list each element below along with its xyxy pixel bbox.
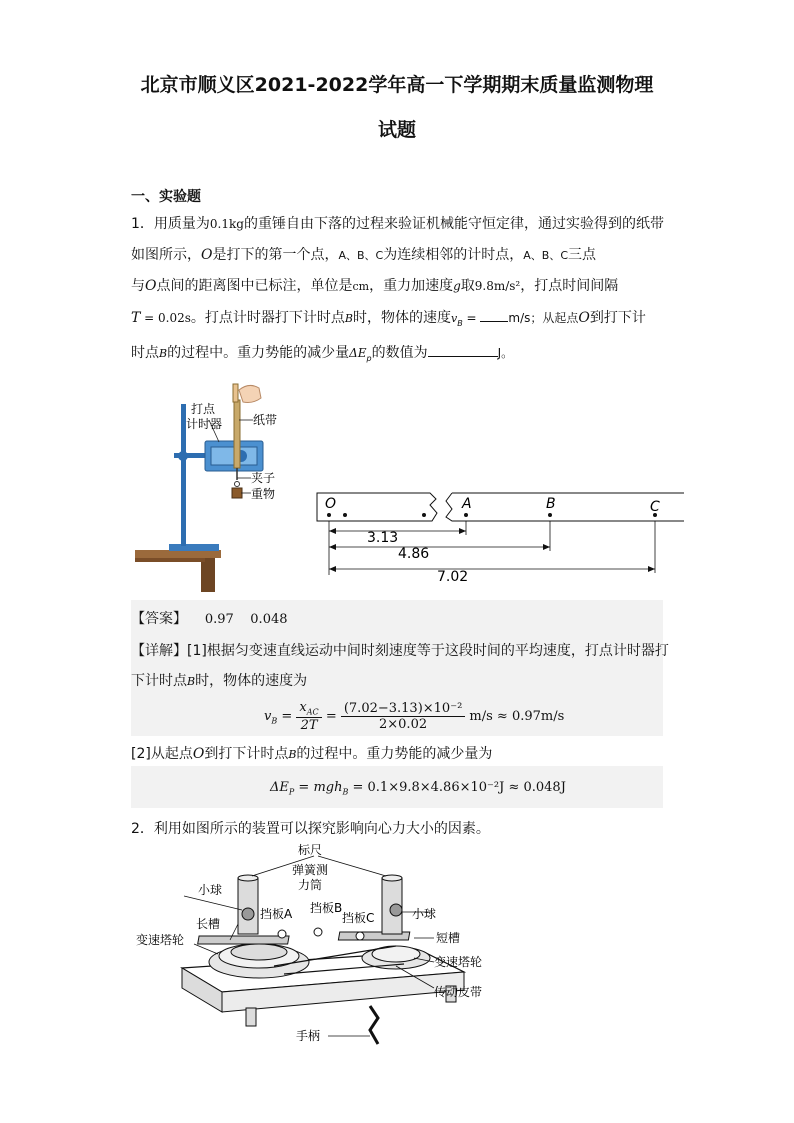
label-ball-left: 小球 — [198, 883, 223, 897]
doc-title-line2: 试题 — [377, 119, 416, 141]
q1-line1: 1．用质量为0.1kg的重锤自由下落的过程来验证机械能守恒定律，通过实验得到的纸带 — [131, 216, 664, 232]
stand-base — [169, 544, 219, 551]
left-cylinder — [238, 878, 258, 934]
centripetal-apparatus-figure — [134, 840, 514, 1052]
dist-OA: 3.13 — [367, 530, 399, 546]
weight-label: 重物 — [251, 487, 276, 501]
label-spring-1: 弹簧测 — [292, 863, 329, 877]
label-pulley-left: 变速塔轮 — [136, 933, 185, 947]
answer-line: 【答案】 0.97 0.048 — [131, 611, 288, 627]
dist-OB: 4.86 — [398, 546, 430, 562]
label-long-slot: 长槽 — [196, 917, 221, 931]
label-B: B — [546, 496, 556, 512]
weight-block — [232, 488, 242, 498]
detail-line1: 【详解】[1]根据匀变速直线运动中间时刻速度等于这段时间的平均速度，打点计时器打 — [131, 643, 669, 659]
equation-velocity: $v_B$ = $\frac{x_{AC}}{2T}$ = $\frac{\text{(7.02−3.13)×10⁻²}}{2\times 0.02}$ m/s ≈ 0.97m/s — [264, 700, 565, 733]
label-baffle-c: 挡板C — [342, 911, 375, 925]
table-top — [135, 550, 221, 558]
q1-line2: 如图所示，O是打下的第一个点，A、B、C为连续相邻的计时点，A、B、C三点 — [131, 247, 597, 263]
label-A: A — [462, 496, 472, 512]
q1-line5: 时点B的过程中。重力势能的减少量$\Delta E_p$的数值为 J。 — [131, 345, 514, 363]
label-ball-right: 小球 — [412, 907, 437, 921]
blank-1[interactable] — [480, 309, 508, 322]
label-ruler: 标尺 — [298, 843, 323, 857]
q1-line4: T = 0.02s。打点计时器打下计时点B时，物体的速度$v_B = m/s$；从起点O到打下计 — [131, 310, 646, 328]
label-spring-2: 力筒 — [298, 878, 323, 892]
timer-label-2: 计时器 — [186, 417, 223, 431]
tape-figure — [312, 483, 688, 587]
label-baffle-b: 挡板B — [310, 901, 343, 915]
label-baffle-a: 挡板A — [260, 907, 293, 921]
clip-label: 夹子 — [251, 471, 276, 485]
label-O: O — [325, 496, 337, 512]
label-C: C — [650, 499, 660, 515]
crank — [370, 1006, 378, 1044]
q1-line3: 与O点间的距离图中已标注，单位是cm，重力加速度g取9.8m/s²，打点时间间隔 — [131, 278, 619, 294]
label-belt: 传动皮带 — [434, 985, 483, 999]
q2-text: 2．利用如图所示的装置可以探究影响向心力大小的因素。 — [131, 821, 490, 837]
table-leg — [201, 558, 215, 592]
section-heading: 一、实验题 — [131, 189, 201, 205]
paper-tape — [234, 400, 240, 468]
label-pulley-right: 变速塔轮 — [434, 955, 483, 969]
label-handle: 手柄 — [296, 1029, 321, 1043]
equation-energy: $\Delta E_P = mgh_B = 0.1\times 9.8\times 4.86\times 10^{-2}J \approx 0.048J$ — [270, 780, 566, 797]
label-short-slot: 短槽 — [436, 931, 461, 945]
detail-line3: [2]从起点O到打下计时点B的过程中。重力势能的减少量为 — [131, 746, 493, 762]
blank-2[interactable] — [428, 344, 498, 357]
apparatus-figure — [131, 380, 291, 592]
tape-label: 纸带 — [253, 413, 278, 427]
doc-title-line1: 北京市顺义区2021-2022学年高一下学期期末质量监测物理 — [140, 74, 654, 96]
dist-OC: 7.02 — [437, 569, 469, 585]
timer-label-1: 打点 — [191, 402, 216, 416]
point-B — [548, 513, 552, 517]
hand — [239, 385, 261, 402]
long-slot — [198, 936, 289, 944]
point-A — [464, 513, 468, 517]
detail-line2: 下计时点B时，物体的速度为 — [131, 673, 308, 689]
